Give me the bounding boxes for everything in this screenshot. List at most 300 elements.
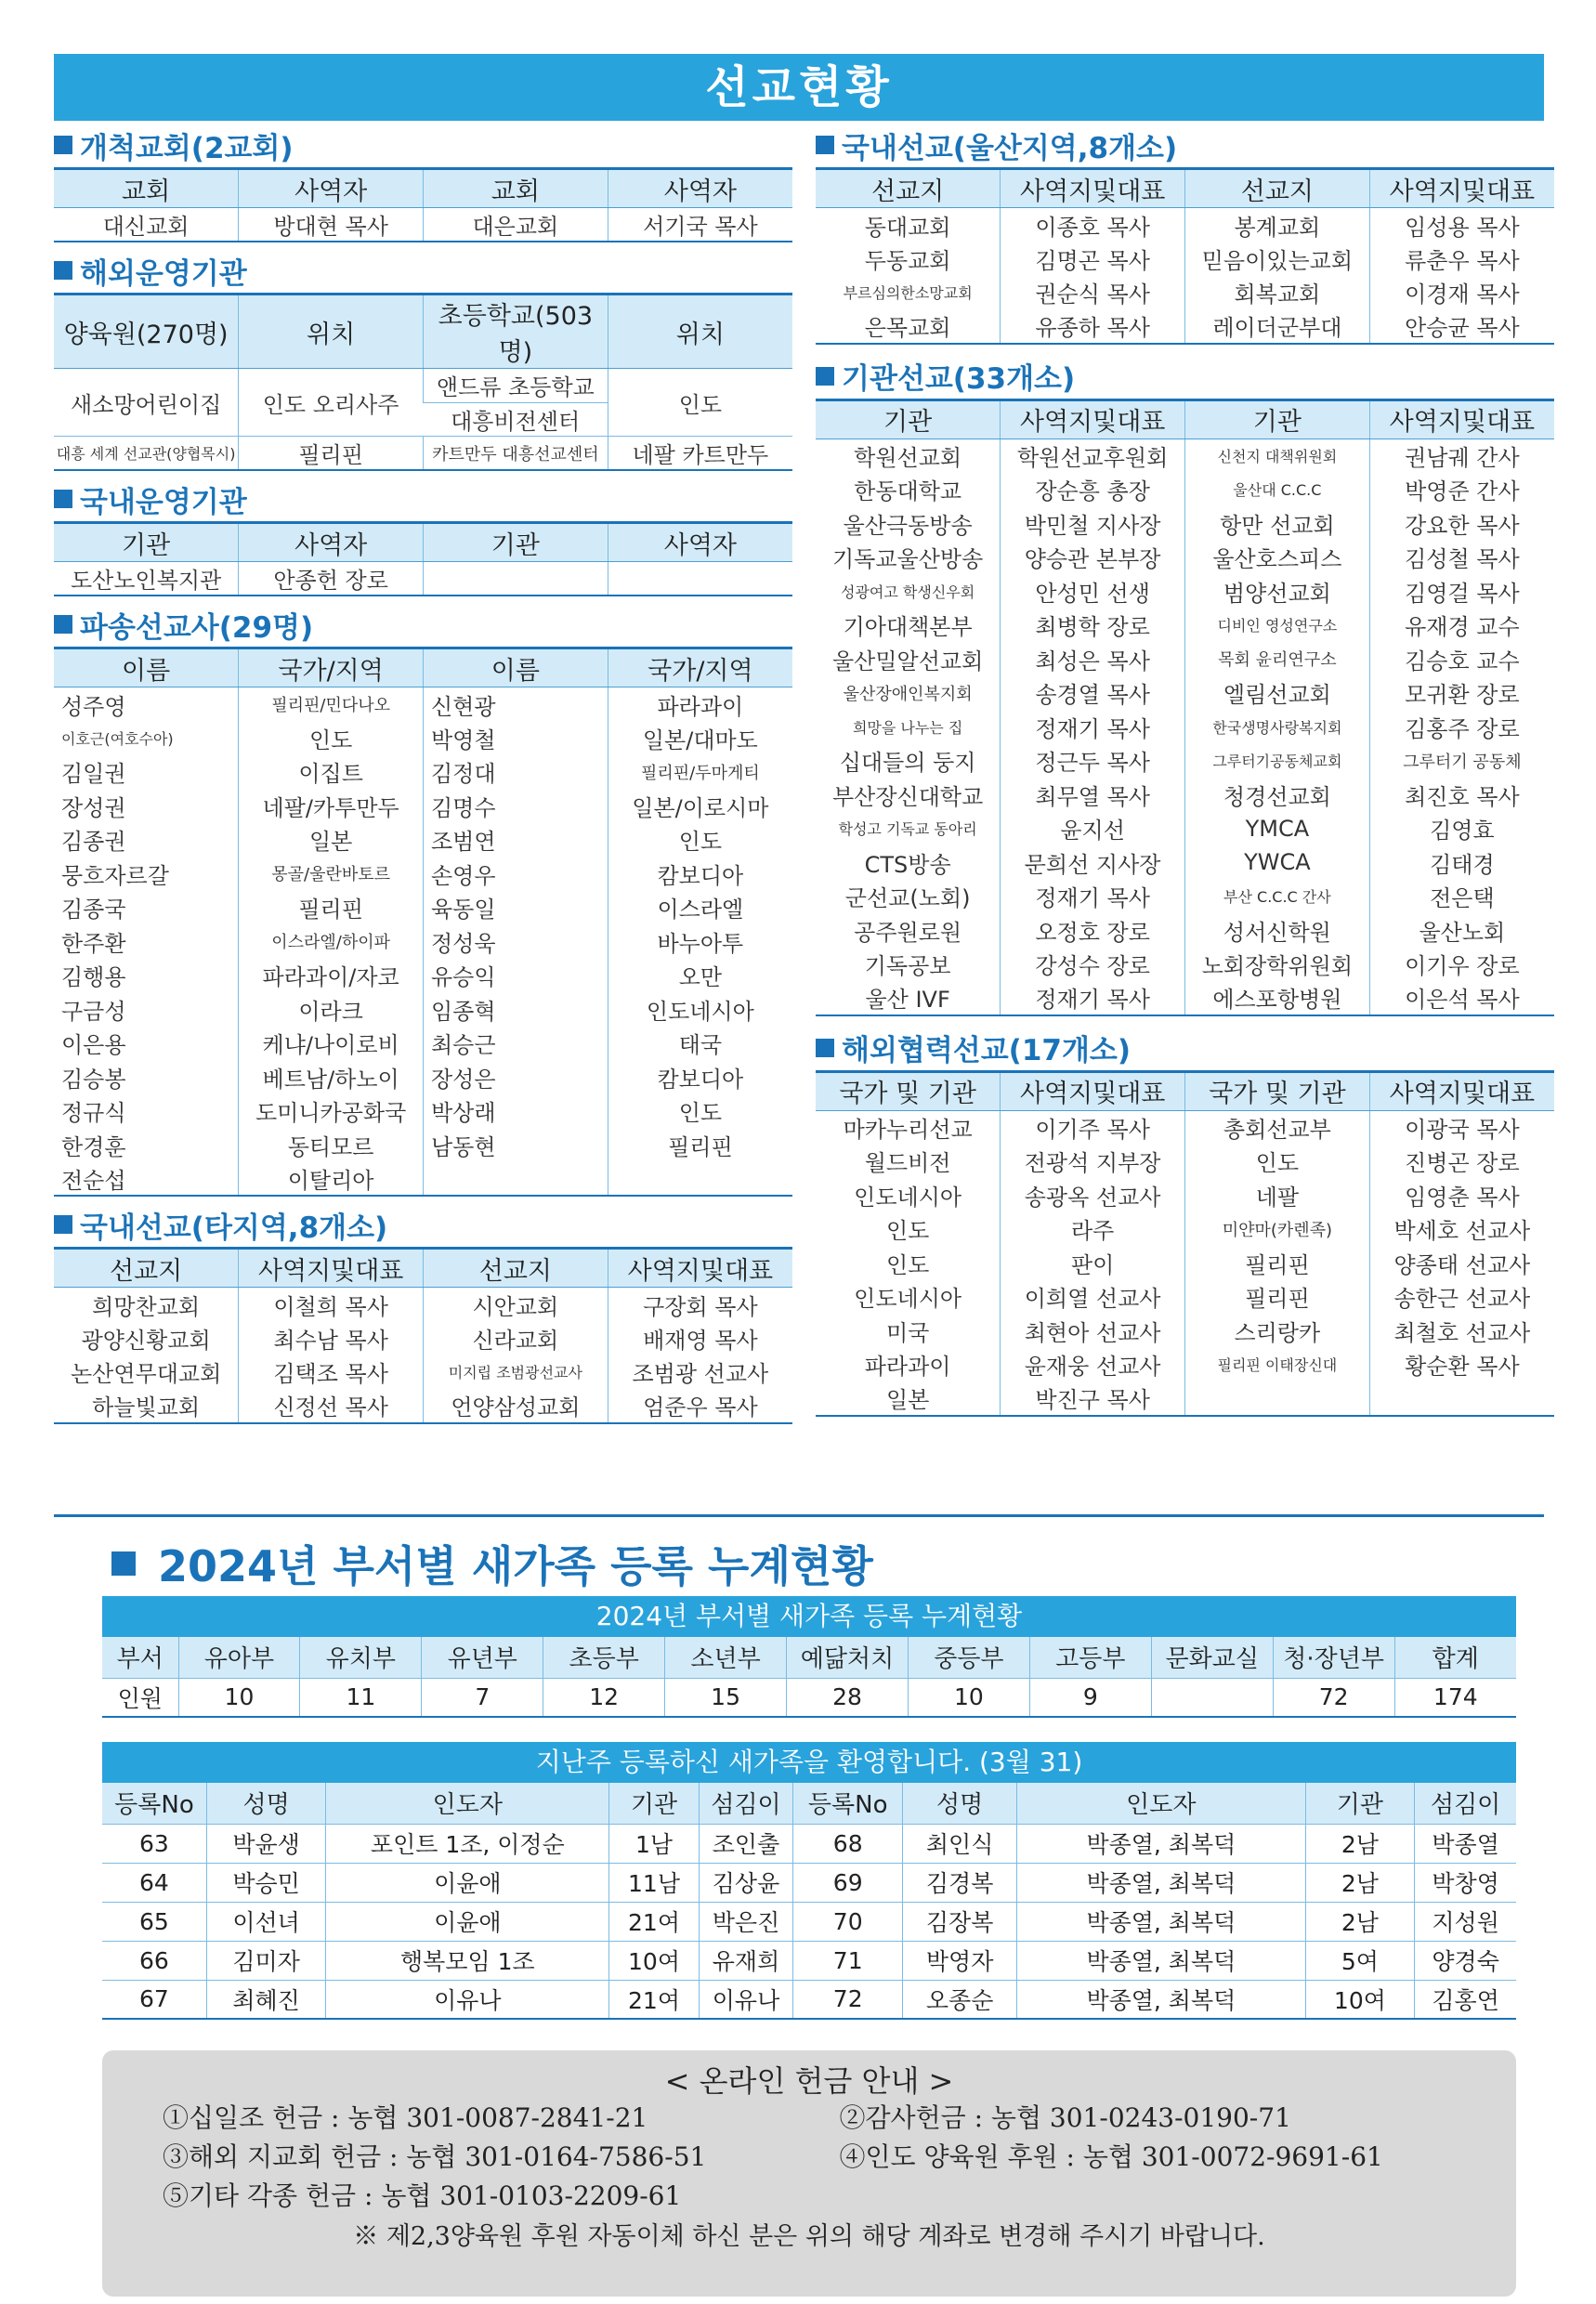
table-cell: 동티모르	[239, 1128, 424, 1162]
column-header: 등록No	[102, 1783, 206, 1824]
table-cell: 라주	[1001, 1212, 1185, 1247]
table-cell: 그루터기 공동체	[1369, 744, 1554, 779]
table-cell: 디비인 영성연구소	[1185, 609, 1370, 643]
table-cell: 몽골/울란바토르	[239, 857, 424, 891]
table-row	[816, 242, 1554, 276]
table-row	[816, 1348, 1554, 1382]
table-cell: 10여	[1305, 1980, 1415, 2019]
table-cell: 이호근(여호수아)	[61, 729, 174, 748]
welcome-section	[102, 1742, 1516, 2020]
table-cell: 김정대	[424, 755, 608, 790]
table-cell: 울산밀알선교회	[831, 648, 984, 674]
welcome-title: 지난주 등록하신 새가족을 환영합니다. (3월 31)	[102, 1742, 1516, 1783]
column-header: 사역지및대표	[608, 1249, 792, 1288]
table-row	[816, 1145, 1554, 1179]
missionaries-table	[54, 647, 792, 1197]
table-cell: 베트남/하노이	[239, 1060, 424, 1094]
table-cell: 학원선교회	[854, 445, 962, 471]
table-row	[816, 1246, 1554, 1280]
table-cell	[424, 1162, 608, 1197]
table-row	[816, 642, 1554, 676]
column-header: 기관	[609, 1783, 699, 1824]
table-cell: 이광국 목사	[1369, 1110, 1554, 1145]
table-cell: 월드비전	[864, 1150, 951, 1177]
table-cell: 김홍주 장로	[1369, 710, 1554, 744]
table-row	[54, 1355, 792, 1390]
table-row	[816, 913, 1554, 948]
column-header: 국가/지역	[239, 648, 424, 687]
table-row	[54, 1060, 792, 1094]
table-cell: 대은교회	[424, 208, 608, 242]
table-cell: 박승민	[206, 1863, 325, 1902]
table-cell: 10	[178, 1678, 300, 1717]
table-cell: 울산호스피스	[1185, 541, 1370, 575]
table-row	[816, 506, 1554, 541]
table-cell: 70	[793, 1902, 903, 1941]
table-cell: 인도	[885, 1251, 930, 1278]
table-cell: 이경재 목사	[1369, 276, 1554, 310]
table-cell: 김택조 목사	[239, 1355, 424, 1390]
column-header: 청·장년부	[1273, 1637, 1394, 1678]
table-row	[816, 208, 1554, 242]
online-title: < 온라인 헌금 안내 >	[664, 2063, 954, 2099]
column-header: 예닮처치	[787, 1637, 909, 1678]
column-header: 국가/지역	[608, 648, 792, 687]
column-header: 사역자	[608, 523, 792, 562]
table-cell: 울산대 C.C.C	[1185, 473, 1370, 507]
table-row	[816, 541, 1554, 575]
table-cell: 정규식	[61, 1100, 126, 1127]
table-cell: 2남	[1305, 1902, 1415, 1941]
table-row	[54, 1288, 792, 1322]
table-cell: 바누아투	[608, 924, 792, 959]
column-header: 인도자	[1017, 1783, 1305, 1824]
table-cell: 목회 윤리연구소	[1185, 642, 1370, 676]
table-cell: 11	[300, 1678, 422, 1717]
table-row	[54, 721, 792, 755]
table-cell: 학원선교후원회	[1001, 439, 1185, 473]
table-cell: 63	[102, 1824, 206, 1863]
table-cell: 이유나	[326, 1980, 609, 2019]
table-cell: 박종열, 최복덕	[1017, 1941, 1305, 1980]
table-row	[54, 1389, 792, 1423]
column-header: 부서	[102, 1637, 178, 1678]
table-cell: 65	[102, 1902, 206, 1941]
table-cell: 이선녀	[206, 1902, 325, 1941]
table-cell: 64	[102, 1863, 206, 1902]
table-cell: 필리핀 이태장신대	[1185, 1348, 1370, 1382]
table-cell: 66	[102, 1941, 206, 1980]
table-cell: 십대들의 둥지	[839, 750, 976, 777]
table-cell: 류춘우 목사	[1369, 242, 1554, 276]
table-cell: 이철희 목사	[239, 1288, 424, 1322]
table-cell: 필리핀	[239, 891, 424, 925]
table-cell: 최병학 장로	[1001, 609, 1185, 643]
table-row	[816, 1178, 1554, 1212]
table-cell: 양경숙	[1415, 1941, 1516, 1980]
table-cell: 오정호 장로	[1001, 913, 1185, 948]
column-header: 사역지및대표	[239, 1249, 424, 1288]
table-cell: 정재기 목사	[1001, 710, 1185, 744]
table-cell: 김상윤	[699, 1863, 793, 1902]
table-cell: 10여	[609, 1941, 699, 1980]
table-cell: 신정선 목사	[239, 1389, 424, 1423]
table-cell: 송광옥 선교사	[1001, 1178, 1185, 1212]
table-cell: 노회장학위원회	[1185, 948, 1370, 982]
table-cell: 한주환	[61, 930, 126, 957]
table-row	[816, 812, 1554, 846]
table-cell: 파라과이	[864, 1354, 951, 1381]
table-cell: 강요한 목사	[1369, 506, 1554, 541]
column-header: 기관	[816, 399, 1001, 439]
table-cell: 전은택	[1369, 880, 1554, 914]
table-cell: 판이	[1001, 1246, 1185, 1280]
table-cell: 엘림선교회	[1185, 676, 1370, 711]
table-cell: 7	[422, 1678, 543, 1717]
table-cell: 조범연	[424, 823, 608, 857]
account-india: ④인도 양육원 후원 : 농협 301-0072-9691-61	[839, 2141, 1383, 2172]
table-cell: 권남궤 간사	[1369, 439, 1554, 473]
table-cell: 박영준 간사	[1369, 473, 1554, 507]
table-cell: 28	[787, 1678, 909, 1717]
table-row	[54, 1027, 792, 1061]
table-cell: 육동일	[424, 891, 608, 925]
transfer-note: ※ 제2,3양육원 후원 자동이체 하신 분은 위의 해당 계좌로 변경해 주시기 바랍니다.	[353, 2222, 1265, 2251]
account-other: ⑤기타 각종 헌금 : 농협 301-0103-2209-61	[163, 2180, 682, 2211]
table-cell: 봉계교회	[1185, 208, 1370, 242]
table-cell: 미국	[885, 1319, 930, 1346]
section-heading: 국내선교(타지역,8개소)	[54, 1202, 792, 1247]
table-cell: 네팔/카투만두	[239, 789, 424, 823]
table-cell: 오만	[608, 959, 792, 993]
table-cell: 박세호 선교사	[1369, 1212, 1554, 1247]
table-cell: 유종하 목사	[1001, 309, 1185, 344]
table-cell: 장성권	[61, 794, 126, 821]
table-row	[816, 744, 1554, 779]
section-heading: 해외협력선교(17개소)	[816, 1026, 1554, 1070]
table-cell: 조인출	[699, 1824, 793, 1863]
column-header: 등록No	[793, 1783, 903, 1824]
table-cell	[608, 562, 792, 596]
column-header: 이름	[54, 648, 239, 687]
table-cell: 인도	[608, 823, 792, 857]
table-cell: 안승균 목사	[1369, 309, 1554, 344]
table-row	[54, 823, 792, 857]
column-header: 유아부	[178, 1637, 300, 1678]
column-header: 초등부	[543, 1637, 665, 1678]
table-cell: 김미자	[206, 1941, 325, 1980]
table-cell: 한경훈	[61, 1133, 126, 1160]
table-cell: 이스라엘	[608, 891, 792, 925]
table-cell: 구장회 목사	[608, 1288, 792, 1322]
table-cell: 21여	[609, 1980, 699, 2019]
table-cell: 김승호 교수	[1369, 642, 1554, 676]
table-cell: 최진호 목사	[1369, 778, 1554, 812]
right-column	[816, 123, 1554, 1417]
table-cell: 희망을 나누는 집	[852, 718, 963, 737]
table-cell: 1남	[609, 1824, 699, 1863]
table-cell: 이희열 선교사	[1001, 1280, 1185, 1315]
domestic-other-table	[54, 1247, 792, 1424]
square-bullet-icon	[816, 136, 834, 154]
table-cell: 신천지 대책위원회	[1185, 439, 1370, 473]
table-row	[816, 880, 1554, 914]
table-cell: 정재기 목사	[1001, 880, 1185, 914]
newfamily-summary	[102, 1596, 1516, 1718]
section-heading: 개척교회(2교회)	[54, 123, 792, 167]
table-row	[54, 992, 792, 1027]
table-cell: 정성욱	[424, 924, 608, 959]
institution-table	[816, 399, 1554, 1016]
table-cell: 최수남 목사	[239, 1321, 424, 1355]
table-cell: 서기국 목사	[608, 208, 792, 242]
table-cell: 임영춘 목사	[1369, 1178, 1554, 1212]
column-header: 이름	[424, 648, 608, 687]
table-cell: 박상래	[424, 1094, 608, 1129]
table-row	[54, 924, 792, 959]
table-cell: 지성원	[1415, 1902, 1516, 1941]
table-cell: 최현아 선교사	[1001, 1314, 1185, 1348]
table-cell: 인도네시아	[608, 992, 792, 1027]
table-row	[54, 1162, 792, 1197]
table-cell: 울산극동방송	[843, 512, 973, 539]
table-cell: 박종열, 최복덕	[1017, 1824, 1305, 1863]
column-header: 섬김이	[699, 1783, 793, 1824]
table-cell: 이탈리아	[239, 1162, 424, 1197]
table-cell: 5여	[1305, 1941, 1415, 1980]
overseas-inst-table: 양육원(270명) 위치 초등학교(503명) 위치 새소망어린이집 인도 오리사주 앤드류 초등학교 인도 대흥비전센터 대흥 세계 선교관(양협목시) 필리핀 카트만두 대흥선교센터 네팔 카트만두	[54, 293, 792, 471]
table-cell: 정근두 목사	[1001, 744, 1185, 779]
table-cell: 케냐/나이로비	[239, 1027, 424, 1061]
column-header: 기관	[424, 523, 608, 562]
table-cell: 양종태 선교사	[1369, 1246, 1554, 1280]
table-cell: 강성수 장로	[1001, 948, 1185, 982]
table-cell: 이스라엘/하이파	[239, 924, 424, 959]
table-row	[816, 1314, 1554, 1348]
section-heading: 파송선교사(29명)	[54, 602, 792, 647]
table-cell: 필리핀	[1185, 1246, 1370, 1280]
table-row	[54, 755, 792, 790]
table-cell: 희망찬교회	[92, 1293, 201, 1320]
table-cell: 송경열 목사	[1001, 676, 1185, 711]
table-cell: 일본/대마도	[608, 721, 792, 755]
table-cell: 정재기 목사	[1001, 981, 1185, 1015]
table-cell: YMCA	[1185, 812, 1370, 846]
table-cell: 최철호 선교사	[1369, 1314, 1554, 1348]
table-cell: 68	[793, 1824, 903, 1863]
table-cell: 성광여고 학생신우회	[841, 583, 975, 601]
table-cell: 필리핀	[608, 1128, 792, 1162]
column-header: 선교지	[1185, 169, 1370, 208]
table-cell: 인원	[102, 1678, 178, 1717]
table-cell: 박영자	[903, 1941, 1017, 1980]
table-cell: 인도	[885, 1218, 930, 1245]
table-cell: 배재영 목사	[608, 1321, 792, 1355]
table-cell: 안종헌 장로	[239, 562, 424, 596]
domestic-ulsan-table	[816, 167, 1554, 345]
table-cell: 울산 IVF	[816, 981, 1001, 1015]
table-cell: 9	[1029, 1678, 1151, 1717]
column-header: 기관	[54, 523, 239, 562]
table-cell: 신라교회	[424, 1321, 608, 1355]
table-cell: 한동대학교	[854, 478, 962, 505]
table-cell: 윤재웅 선교사	[1001, 1348, 1185, 1382]
column-header: 유년부	[422, 1637, 543, 1678]
column-header: 성명	[903, 1783, 1017, 1824]
table-row	[816, 845, 1554, 880]
square-bullet-icon	[54, 490, 72, 508]
table-cell: 72	[793, 1980, 903, 2019]
table-cell: 박은진	[699, 1902, 793, 1941]
table-row	[102, 1902, 1516, 1941]
page-title: 선교현황	[54, 54, 1544, 121]
table-cell: 15	[665, 1678, 787, 1717]
table-cell: 이윤애	[326, 1902, 609, 1941]
table-cell: 필리핀	[1185, 1280, 1370, 1315]
table-row	[54, 1321, 792, 1355]
table-cell: 기아대책본부	[843, 614, 973, 641]
column-header: 기관	[1185, 399, 1370, 439]
table-cell: 일본/이로시마	[608, 789, 792, 823]
table-cell: 오종순	[903, 1980, 1017, 2019]
table-row	[816, 309, 1554, 344]
column-header: 고등부	[1029, 1637, 1151, 1678]
table-cell: 김홍연	[1415, 1980, 1516, 2019]
table-cell: 71	[793, 1941, 903, 1980]
table-cell: 인도	[239, 721, 424, 755]
table-row	[816, 948, 1554, 982]
table-cell: 김성철 목사	[1369, 541, 1554, 575]
column-header: 사역지및대표	[1369, 399, 1554, 439]
table-cell: 이기주 목사	[1001, 1110, 1185, 1145]
column-header: 합계	[1394, 1637, 1516, 1678]
table-cell: 항만 선교회	[1185, 506, 1370, 541]
table-cell: 전광석 지부장	[1001, 1145, 1185, 1179]
table-cell: 캄보디아	[608, 857, 792, 891]
table-cell: 파라과이/자코	[239, 959, 424, 993]
table-cell: 시안교회	[424, 1288, 608, 1322]
square-bullet-icon	[816, 367, 834, 386]
column-header: 사역지및대표	[1001, 169, 1185, 208]
summary-table-title: 2024년 부서별 새가족 등록 누계현황	[102, 1596, 1516, 1637]
table-cell: 최인식	[903, 1824, 1017, 1863]
table-cell: 일본	[239, 823, 424, 857]
table-cell: 박종열, 최복덕	[1017, 1863, 1305, 1902]
table-cell: CTS방송	[864, 851, 951, 878]
column-header: 교회	[54, 169, 239, 208]
column-header: 중등부	[908, 1637, 1029, 1678]
table-cell: 이은석 목사	[1369, 981, 1554, 1015]
table-cell: 범양선교회	[1185, 574, 1370, 609]
table-cell	[424, 562, 608, 596]
table-cell: 필리핀/민다나오	[239, 687, 424, 722]
table-cell: 네팔	[1185, 1178, 1370, 1212]
table-cell: 그루터기공동체교회	[1185, 744, 1370, 779]
table-cell: 이은용	[61, 1032, 126, 1059]
square-bullet-icon	[111, 1551, 136, 1576]
table-cell: 박진구 목사	[1001, 1381, 1185, 1416]
table-cell: 김행용	[61, 964, 126, 991]
table-row	[54, 959, 792, 993]
table-cell: 전순섭	[54, 1162, 239, 1197]
table-row	[816, 1381, 1554, 1416]
table-cell: 박종열, 최복덕	[1017, 1902, 1305, 1941]
table-cell: 최혜진	[206, 1980, 325, 2019]
column-header: 문화교실	[1151, 1637, 1273, 1678]
table-cell: 황순환 목사	[1369, 1348, 1554, 1382]
table-cell: 도산노인복지관	[54, 562, 239, 596]
table-row	[816, 981, 1554, 1015]
table-cell: 언양삼성교회	[424, 1389, 608, 1423]
table-row	[816, 710, 1554, 744]
table-cell: 은목교회	[816, 309, 1001, 344]
table-row	[816, 574, 1554, 609]
table-row	[816, 473, 1554, 507]
section-heading: 해외운영기관	[54, 248, 792, 293]
table-row	[816, 1110, 1554, 1145]
column-header: 국가 및 기관	[816, 1071, 1001, 1110]
table-cell: 안성민 선생	[1001, 574, 1185, 609]
table-cell: 울산장애인복지회	[843, 684, 973, 704]
table-cell: 유승익	[424, 959, 608, 993]
online-offering-box	[102, 2050, 1516, 2297]
column-header: 기관	[1305, 1783, 1415, 1824]
table-cell: 울산노회	[1369, 913, 1554, 948]
table-cell: 김승봉	[61, 1066, 126, 1093]
table-cell: 임성용 목사	[1369, 208, 1554, 242]
table-cell: 학성고 기독교 동아리	[838, 820, 977, 839]
table-row	[102, 1824, 1516, 1863]
section-heading: 기관선교(33개소)	[816, 354, 1554, 399]
table-cell: YWCA	[1185, 845, 1370, 880]
table-cell: 김영효	[1369, 812, 1554, 846]
table-cell: 포인트 1조, 이정순	[326, 1824, 609, 1863]
table-cell: 이종호 목사	[1001, 208, 1185, 242]
table-cell: 최승근	[424, 1027, 608, 1061]
table-cell: 한국생명사랑복지회	[1185, 710, 1370, 744]
table-cell: 송한근 선교사	[1369, 1280, 1554, 1315]
table-cell: 김명수	[424, 789, 608, 823]
table-cell: 박창영	[1415, 1863, 1516, 1902]
table-cell: 파라과이	[608, 687, 792, 722]
table-cell: 문희선 지사장	[1001, 845, 1185, 880]
table-cell: 김태경	[1369, 845, 1554, 880]
table-cell: 인도네시아	[854, 1286, 962, 1313]
table-cell: 신현광	[424, 687, 608, 722]
table-cell: 스리랑카	[1185, 1314, 1370, 1348]
table-cell: 김일권	[61, 761, 126, 788]
table-cell: 인도네시아	[854, 1184, 962, 1211]
table-cell: 67	[102, 1980, 206, 2019]
table-cell: 김명곤 목사	[1001, 242, 1185, 276]
table-row	[816, 439, 1554, 473]
table-cell: 유재경 교수	[1369, 609, 1554, 643]
column-header: 사역지및대표	[1001, 399, 1185, 439]
account-tithe: ①십일조 헌금 : 농협 301-0087-2841-21	[163, 2102, 648, 2133]
table-cell: 동대교회	[864, 214, 951, 241]
table-cell: 행복모임 1조	[326, 1941, 609, 1980]
table-cell: 174	[1394, 1678, 1516, 1717]
table-cell: 김종권	[61, 829, 126, 856]
table-cell: 태국	[608, 1027, 792, 1061]
overseas-coop-table	[816, 1070, 1554, 1417]
table-cell: 박종열, 최복덕	[1017, 1980, 1305, 2019]
table-cell: 김종국	[61, 897, 126, 923]
table-row	[54, 1128, 792, 1162]
divider	[54, 1514, 1544, 1517]
table-cell: 광양신황교회	[81, 1327, 211, 1354]
table-cell: 박영철	[424, 721, 608, 755]
